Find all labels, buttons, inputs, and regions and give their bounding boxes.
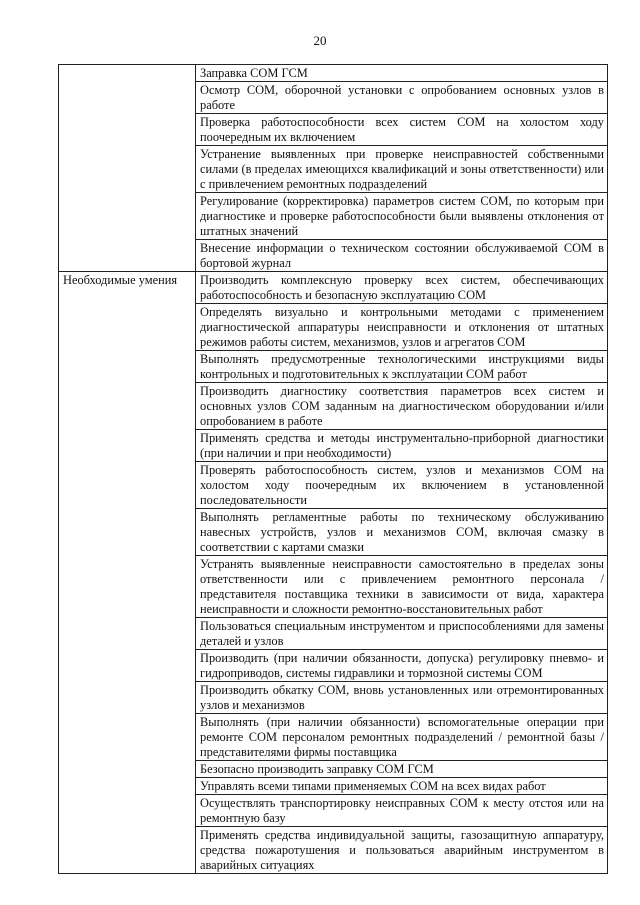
table-row: [59, 65, 608, 82]
skills-label: Необходимые умения: [59, 272, 196, 874]
table-cell: Определять визуально и контрольными методами с применением диагностической аппаратуры неисправности и отклонения от штатных режимов работы систем, механизмов, узлов и агрегатов СОМ: [196, 304, 608, 351]
table-cell: Выполнять регламентные работы по техническому обслуживанию навесных устройств, узлов и механизмов СОМ, включая смазку в соответствии с картами смазки: [196, 509, 608, 556]
table-cell: Проверка работоспособности всех систем СОМ на холостом ходу поочередным их включением: [196, 114, 608, 146]
table-cell: Производить комплексную проверку всех систем, обеспечивающих работоспособность и безопасную эксплуатацию СОМ: [196, 272, 608, 304]
table-cell: Производить (при наличии обязанности, допуска) регулировку пневмо- и гидроприводов, системы гидравлики и тормозной системы СОМ: [196, 650, 608, 682]
table-cell: Регулирование (корректировка) параметров систем СОМ, по которым при диагностике и проверке работоспособности были выявлены отклонения от штатных значений: [196, 193, 608, 240]
table-cell: Осуществлять транспортировку неисправных СОМ к месту отстоя или на ремонтную базу: [196, 795, 608, 827]
table-cell: Осмотр СОМ, оборочной установки с опробованием основных узлов в работе: [196, 82, 608, 114]
page-number: 20: [313, 33, 327, 48]
table-cell: Производить обкатку СОМ, вновь установленных или отремонтированных узлов и механизмов: [196, 682, 608, 714]
table-cell: Применять средства и методы инструментально-приборной диагностики (при наличии и при необходимости): [196, 430, 608, 462]
labor-actions-label-cell: [59, 65, 196, 272]
table-cell: Применять средства индивидуальной защиты, газозащитную аппаратуру, средства пожаротушения и пользоваться аварийным инструментом в аварийных ситуациях: [196, 827, 608, 874]
table-cell: Проверять работоспособность систем, узлов и механизмов СОМ на холостом ходу поочередным их включением в установленной последовательности: [196, 462, 608, 509]
table-cell: Устранять выявленные неисправности самостоятельно в пределах зоны ответственности или с привлечением ремонтного персонала / представителя поставщика техники в зависимости от вида, характера неисправности и сложности ремонтно-восстановительных работ: [196, 556, 608, 618]
table-cell: Безопасно производить заправку СОМ ГСМ: [196, 761, 608, 778]
requirements-table: [58, 64, 608, 874]
table-cell: Управлять всеми типами применяемых СОМ на всех видах работ: [196, 778, 608, 795]
table-cell: Внесение информации о техническом состоянии обслуживаемой СОМ в бортовой журнал: [196, 240, 608, 272]
table-cell: Заправка СОМ ГСМ: [196, 65, 608, 82]
table-row: [59, 272, 608, 304]
table-cell: Производить диагностику соответствия параметров всех систем и основных узлов СОМ заданным на диагностическом оборудовании и/или опробованием в работе: [196, 383, 608, 430]
table-cell: Выполнять предусмотренные технологическими инструкциями виды контрольных и подготовительных к эксплуатации СОМ работ: [196, 351, 608, 383]
table-cell: Выполнять (при наличии обязанности) вспомогательные операции при ремонте СОМ персоналом ремонтных подразделений / ремонтной базы / представителями фирмы поставщика: [196, 714, 608, 761]
table-cell: Устранение выявленных при проверке неисправностей собственными силами (в пределах имеющихся квалификаций и зоны ответственности) или с привлечением ремонтных подразделений: [196, 146, 608, 193]
table-cell: Пользоваться специальным инструментом и приспособлениями для замены деталей и узлов: [196, 618, 608, 650]
